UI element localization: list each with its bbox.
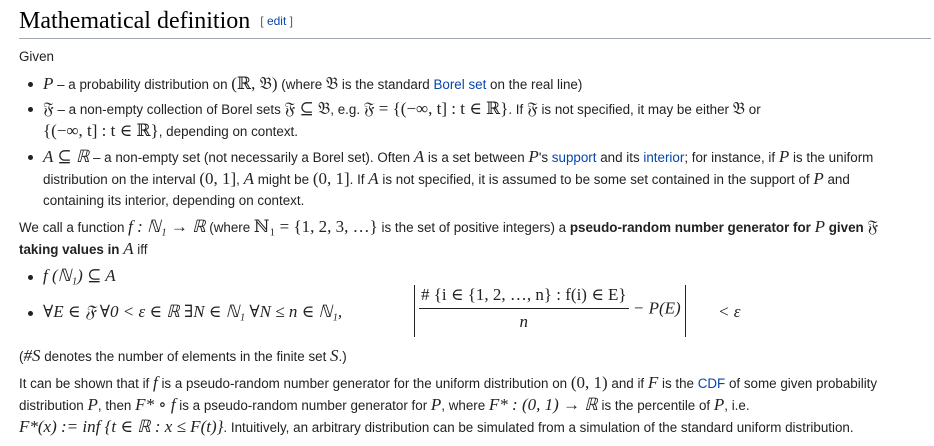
bullet-2-line-1	[43, 99, 761, 120]
text: . Intuitively, an arbitrary distribution can be simulated from a simulation of the standard uniform distribution.	[223, 420, 854, 435]
text: , where	[441, 398, 489, 413]
math-condition-1: f (ℕ₁) ⊆ A	[43, 266, 116, 285]
text: (where	[205, 220, 254, 235]
math-p: P	[87, 395, 98, 414]
text: distribution on the interval	[43, 172, 200, 187]
edit-bracket-open: [	[260, 14, 267, 28]
text: might be	[254, 172, 313, 187]
bullet-marker	[28, 155, 33, 160]
math-cdf-f: F	[647, 373, 659, 392]
text: ,	[236, 172, 244, 187]
bullet-2-line-2	[43, 121, 298, 142]
edit-section-link-wrapper	[260, 14, 293, 28]
text: is not specified, it is assumed to be some set contained in the support of	[378, 172, 814, 187]
bold-term: taking values in	[19, 242, 124, 257]
fraction	[419, 285, 629, 332]
math-interval: (0, 1)	[570, 373, 608, 392]
math-quantile-definition: F*(x) := inf {t ∈ ℝ : x ≤ F(t)}	[19, 417, 224, 436]
math-f: f	[153, 373, 158, 392]
math-interval: (0, 1]	[312, 169, 350, 188]
text: is the uniform	[789, 150, 874, 165]
text: ; for instance, if	[684, 150, 779, 165]
text: , then	[97, 398, 136, 413]
math-set: {(−∞, t] : t ∈ ℝ}	[43, 121, 159, 140]
text: . If	[349, 172, 369, 187]
math-inverse-map: F* : (0, 1) → ℝ	[488, 395, 598, 414]
math-count-s: #S	[23, 346, 41, 365]
text: is a set between	[424, 150, 529, 165]
math-composition: F* ∘ f	[135, 395, 176, 414]
fraction-denominator: n	[519, 312, 529, 331]
math-minus-pe: − P(E)	[628, 298, 681, 318]
fraction-numerator: # {i ∈ {1, 2, …, n} : f(i) ∈ E}	[419, 285, 629, 309]
text: is the standard	[338, 77, 434, 92]
closing-line-1	[19, 373, 877, 394]
math-p: P	[430, 395, 442, 414]
text: is the percentile of	[597, 398, 714, 413]
text: .)	[338, 349, 347, 364]
math-naturals: ℕ₁ = {1, 2, 3, …}	[253, 217, 378, 236]
text: – a non-empty set (not necessarily a Borel set). Often	[89, 150, 414, 165]
text: or	[745, 102, 761, 117]
math-a: A	[368, 169, 379, 188]
text: is the set of positive integers) a	[377, 220, 570, 235]
cdf-link[interactable]: CDF	[697, 376, 726, 391]
bullet-marker	[28, 107, 33, 112]
text: (where	[277, 77, 326, 92]
math-a: A	[413, 147, 425, 166]
text: is a pseudo-random number generator for	[175, 398, 431, 413]
bold-term: given	[825, 220, 868, 235]
math-p: P	[713, 395, 725, 414]
note-line	[19, 346, 347, 367]
math-p: P	[814, 217, 825, 236]
math-p: P	[778, 147, 790, 166]
text: is the	[658, 376, 698, 391]
condition-1	[43, 266, 116, 287]
condition-2-suffix	[718, 302, 740, 323]
math-p: P	[813, 169, 824, 188]
bullet-marker	[28, 82, 33, 87]
math-p: P	[43, 74, 54, 93]
math-borel: 𝔅	[732, 99, 746, 118]
bold-term: pseudo-random number generator for	[569, 220, 815, 235]
math-a-subset: A ⊆ ℝ	[43, 147, 90, 166]
text: denotes the number of elements in the finite set	[40, 349, 331, 364]
definition-line-1	[19, 217, 878, 238]
math-less-epsilon: < ε	[718, 302, 741, 321]
text: iff	[133, 242, 148, 257]
math-frak-f: 𝔉	[867, 217, 879, 236]
math-interval: (0, 1]	[199, 169, 237, 188]
section-heading	[19, 6, 931, 39]
math-frak-f: 𝔉	[526, 99, 538, 118]
text: distribution	[19, 398, 88, 413]
text: , e.g.	[330, 102, 364, 117]
math-a: A	[243, 169, 254, 188]
text: and its	[596, 150, 644, 165]
text: We call a function	[19, 220, 129, 235]
math-a: A	[123, 239, 134, 258]
section-title: Mathematical definition	[19, 8, 251, 34]
math-function: f : ℕ₁ → ℝ	[128, 217, 206, 236]
math-s: S	[330, 346, 339, 365]
borel-set-link[interactable]: Borel set	[433, 77, 487, 92]
math-borel: 𝔅	[325, 74, 339, 93]
math-p: P	[528, 147, 539, 166]
interior-link[interactable]: interior	[643, 150, 685, 165]
math-quantifiers: ∀E ∈ 𝔉 ∀0 < ε ∈ ℝ ∃N ∈ ℕ₁ ∀N ≤ n ∈ ℕ₁,	[43, 302, 343, 321]
text: and if	[607, 376, 648, 391]
closing-line-2	[19, 395, 750, 416]
text: – a non-empty collection of Borel sets	[53, 102, 285, 117]
absolute-value-expression	[414, 285, 686, 337]
bullet-1	[43, 74, 582, 95]
text: . If	[508, 102, 527, 117]
definition-line-2	[19, 239, 147, 260]
math-space: (ℝ, 𝔅)	[231, 74, 278, 93]
text: is not specified, it may be either	[537, 102, 733, 117]
math-frak-f: 𝔉	[43, 99, 54, 118]
bullet-marker	[28, 275, 33, 280]
condition-2-prefix	[43, 302, 342, 323]
bullet-3-line-1	[43, 147, 873, 168]
closing-line-3	[19, 417, 854, 438]
math-subset: 𝔉 ⊆ 𝔅	[284, 99, 331, 118]
bullet-3-line-2	[43, 169, 850, 190]
text: and	[823, 172, 850, 187]
text: 's	[538, 150, 552, 165]
bullet-marker	[28, 311, 33, 316]
text: of some given probability	[725, 376, 878, 391]
math-example: 𝔉 = {(−∞, t] : t ∈ ℝ}	[363, 99, 509, 118]
text: , i.e.	[724, 398, 750, 413]
support-link[interactable]: support	[551, 150, 597, 165]
text: is a pseudo-random number generator for the uniform distribution on	[157, 376, 571, 391]
intro-text: Given	[19, 49, 54, 64]
edit-bracket-close: ]	[286, 14, 293, 28]
edit-section-link[interactable]: edit	[266, 14, 287, 28]
text: , depending on context.	[158, 124, 298, 139]
text: (	[19, 349, 24, 364]
text: It can be shown that if	[19, 376, 153, 391]
bullet-3-line-3: containing its interior, depending on context.	[43, 193, 305, 208]
text: – a probability distribution on	[53, 77, 232, 92]
text: on the real line)	[486, 77, 583, 92]
